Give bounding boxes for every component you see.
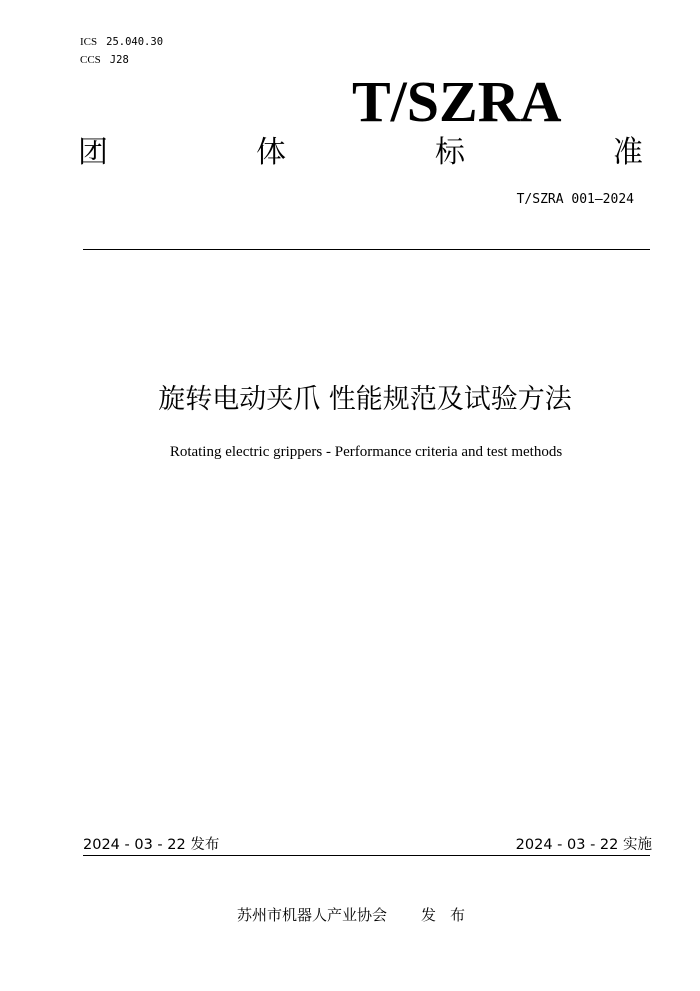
- top-divider: [83, 249, 650, 250]
- publish-action: 发布: [421, 906, 480, 924]
- ics-label: ICS: [80, 36, 98, 48]
- title-chinese: 旋转电动夹爪 性能规范及试验方法: [158, 384, 572, 415]
- standard-type-char-1: 团: [78, 135, 108, 170]
- implementation-date: 2024 - 03 - 22 实施: [515, 837, 652, 853]
- bottom-divider: [83, 855, 650, 856]
- standard-number: T/SZRA 001—2024: [516, 192, 634, 207]
- standard-type-char-4: 准: [613, 135, 643, 170]
- ccs-line: [80, 53, 129, 67]
- association-logo-text: T/SZRA: [352, 69, 562, 134]
- ics-code: 25.040.30: [106, 36, 164, 48]
- title-english: Rotating electric grippers - Performance criteria and test methods: [169, 444, 563, 460]
- standard-type-char-2: 体: [256, 135, 286, 170]
- standard-type-char-3: 标: [435, 135, 465, 170]
- issue-date: 2024 - 03 - 22 发布: [83, 837, 220, 853]
- ccs-code: J28: [109, 54, 129, 66]
- ccs-label: CCS: [80, 54, 101, 66]
- ics-line: [80, 35, 163, 49]
- publisher-name: 苏州市机器人产业协会: [237, 906, 388, 924]
- publisher-line: [237, 904, 479, 926]
